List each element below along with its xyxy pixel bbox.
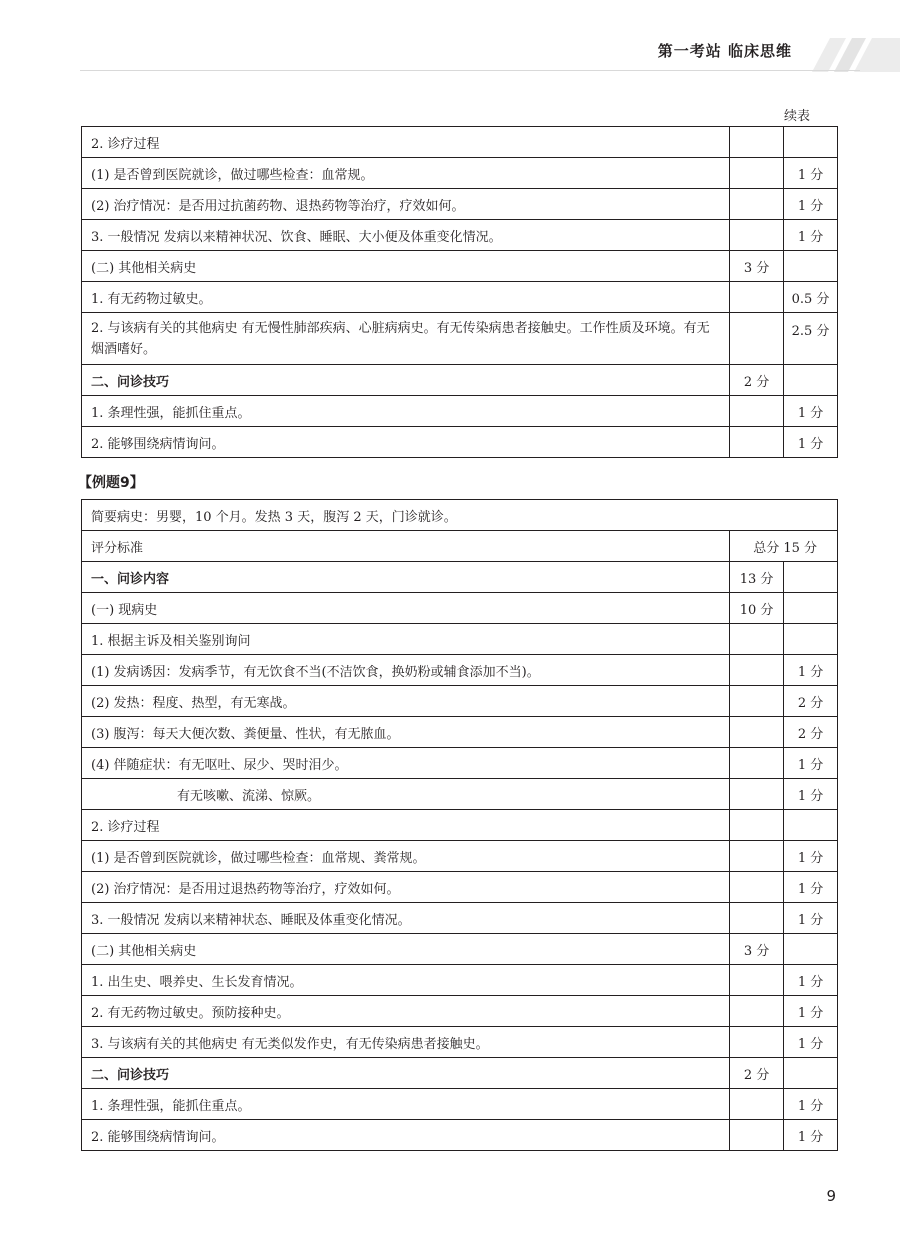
table-row [82,1120,838,1151]
section-score-cell: 13 分 [730,562,784,593]
section-score-cell [730,965,784,996]
item-score-cell: 1 分 [784,396,838,427]
section-score-cell: 3 分 [730,934,784,965]
section-score-cell [730,872,784,903]
table-row [82,158,838,189]
item-score-cell [784,127,838,158]
criterion-cell: 有无咳嗽、流涕、惊厥。 [82,779,730,810]
criterion-cell: (二) 其他相关病史 [82,251,730,282]
table-row [82,965,838,996]
item-score-cell: 0.5 分 [784,282,838,313]
section-score-cell [730,841,784,872]
criterion-cell: 1. 根据主诉及相关鉴别询问 [82,624,730,655]
header-stripes-decoration [800,38,900,72]
table-row [82,189,838,220]
section-score-cell [730,810,784,841]
item-score-cell: 1 分 [784,779,838,810]
section-score-cell [730,624,784,655]
section-score-cell [730,220,784,251]
section-score-cell: 10 分 [730,593,784,624]
header-title: 第一考站 临床思维 [657,42,792,60]
table-row [82,1058,838,1089]
header-rule [80,70,860,71]
item-score-cell: 1 分 [784,996,838,1027]
section-score-cell [730,1120,784,1151]
criterion-cell: 3. 与该病有关的其他病史 有无类似发作史，有无传染病患者接触史。 [82,1027,730,1058]
criterion-cell: 1. 出生史、喂养史、生长发育情况。 [82,965,730,996]
table-row [82,1027,838,1058]
table-row [82,872,838,903]
example-9-label: 【例题9】 [78,475,144,491]
total-score-cell: 总分 15 分 [730,531,838,562]
item-score-cell: 1 分 [784,872,838,903]
section-score-cell [730,313,784,365]
item-score-cell [784,934,838,965]
criterion-cell: 2. 诊疗过程 [82,127,730,158]
section-score-cell [730,1027,784,1058]
table-row [82,717,838,748]
table-row [82,365,838,396]
item-score-cell: 2 分 [784,717,838,748]
scoring-table-continued [81,126,838,458]
table-row [82,686,838,717]
item-score-cell: 1 分 [784,841,838,872]
item-score-cell: 1 分 [784,1089,838,1120]
criterion-cell: (一) 现病史 [82,593,730,624]
history-row [82,500,838,531]
table-row [82,562,838,593]
criterion-cell: (2) 治疗情况：是否用过抗菌药物、退热药物等治疗，疗效如何。 [82,189,730,220]
table-row [82,282,838,313]
section-score-cell [730,996,784,1027]
criterion-cell: 2. 能够围绕病情询问。 [82,1120,730,1151]
table-row [82,903,838,934]
brief-history-cell: 简要病史：男婴，10 个月。发热 3 天，腹泻 2 天，门诊就诊。 [82,500,838,531]
table-row [82,655,838,686]
table-row [82,313,838,365]
table-row [82,220,838,251]
table-row [82,624,838,655]
section-score-cell [730,427,784,458]
table-row [82,127,838,158]
table-row [82,996,838,1027]
section-score-cell [730,158,784,189]
page-number: 9 [826,1187,836,1205]
item-score-cell [784,1058,838,1089]
criterion-cell: 1. 条理性强，能抓住重点。 [82,1089,730,1120]
table-row [82,779,838,810]
example-9-scoring-table [81,499,838,1151]
item-score-cell: 1 分 [784,1120,838,1151]
section-score-cell: 2 分 [730,1058,784,1089]
item-score-cell: 2.5 分 [784,313,838,365]
table-row [82,396,838,427]
table-row [82,841,838,872]
continued-table-label: 续表 [783,109,810,124]
criterion-cell: (2) 发热：程度、热型，有无寒战。 [82,686,730,717]
table-row [82,251,838,282]
section-score-cell [730,1089,784,1120]
item-score-cell [784,251,838,282]
item-score-cell [784,365,838,396]
table-row [82,427,838,458]
section-score-cell [730,717,784,748]
criterion-cell: 1. 条理性强，能抓住重点。 [82,396,730,427]
item-score-cell: 1 分 [784,427,838,458]
criterion-cell: (2) 治疗情况：是否用过退热药物等治疗，疗效如何。 [82,872,730,903]
criterion-cell: 3. 一般情况 发病以来精神状态、睡眠及体重变化情况。 [82,903,730,934]
criterion-cell: (1) 是否曾到医院就诊，做过哪些检查：血常规。 [82,158,730,189]
table-row [82,593,838,624]
criterion-cell: 2. 与该病有关的其他病史 有无慢性肺部疾病、心脏病病史。有无传染病患者接触史。工作性质及环境。有无烟酒嗜好。 [82,313,730,365]
item-score-cell: 2 分 [784,686,838,717]
item-score-cell: 1 分 [784,903,838,934]
item-score-cell [784,810,838,841]
item-score-cell [784,624,838,655]
criteria-label-cell: 评分标准 [82,531,730,562]
criterion-cell: 2. 诊疗过程 [82,810,730,841]
item-score-cell: 1 分 [784,189,838,220]
criterion-cell: 一、问诊内容 [82,562,730,593]
section-score-cell [730,748,784,779]
criterion-cell: 2. 有无药物过敏史。预防接种史。 [82,996,730,1027]
criterion-cell: 二、问诊技巧 [82,365,730,396]
item-score-cell: 1 分 [784,965,838,996]
criterion-cell: (1) 是否曾到医院就诊，做过哪些检查：血常规、粪常规。 [82,841,730,872]
item-score-cell: 1 分 [784,158,838,189]
criterion-cell: 1. 有无药物过敏史。 [82,282,730,313]
page-header [0,0,900,72]
section-score-cell [730,282,784,313]
table-row [82,810,838,841]
criterion-cell: (3) 腹泻：每天大便次数、粪便量、性状，有无脓血。 [82,717,730,748]
table-row [82,748,838,779]
section-score-cell [730,779,784,810]
section-score-cell [730,189,784,220]
criteria-header-row [82,531,838,562]
section-score-cell: 3 分 [730,251,784,282]
table-row [82,1089,838,1120]
item-score-cell: 1 分 [784,748,838,779]
criterion-cell: 2. 能够围绕病情询问。 [82,427,730,458]
section-score-cell [730,655,784,686]
criterion-cell: 3. 一般情况 发病以来精神状况、饮食、睡眠、大小便及体重变化情况。 [82,220,730,251]
section-score-cell [730,686,784,717]
criterion-cell: (二) 其他相关病史 [82,934,730,965]
criterion-cell: 二、问诊技巧 [82,1058,730,1089]
item-score-cell: 1 分 [784,655,838,686]
section-score-cell [730,903,784,934]
item-score-cell [784,593,838,624]
item-score-cell: 1 分 [784,220,838,251]
section-score-cell: 2 分 [730,365,784,396]
criterion-cell: (4) 伴随症状：有无呕吐、尿少、哭时泪少。 [82,748,730,779]
item-score-cell [784,562,838,593]
criterion-cell: (1) 发病诱因：发病季节，有无饮食不当(不洁饮食，换奶粉或辅食添加不当)。 [82,655,730,686]
table-row [82,934,838,965]
section-score-cell [730,396,784,427]
item-score-cell: 1 分 [784,1027,838,1058]
section-score-cell [730,127,784,158]
